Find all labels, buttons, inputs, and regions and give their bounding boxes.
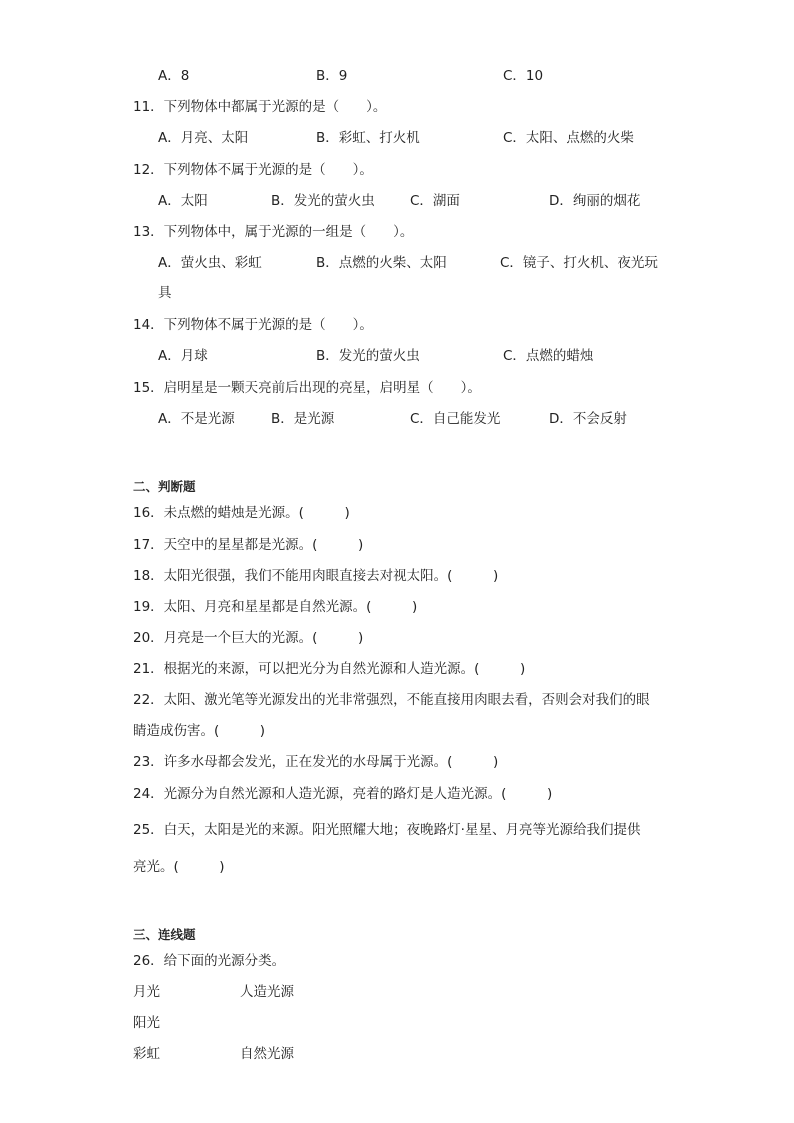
q12-option-c: C．湖面 [410,193,460,209]
q14-stem: 14．下列物体不属于光源的是（ ）。 [133,317,373,333]
match-left-item: 月光 [133,984,160,1000]
match-left-item: 彩虹 [133,1046,160,1062]
q13-option-c-continued: 具 [158,285,172,301]
q13-option-b: B．点燃的火柴、太阳 [316,255,447,271]
q12-option-d: D．绚丽的烟花 [549,193,641,209]
q13-stem: 13．下列物体中，属于光源的一组是（ ）。 [133,224,414,240]
q14-option-c: C．点燃的蜡烛 [503,348,594,364]
q12-option-b: B．发光的萤火虫 [271,193,375,209]
q11-option-b: B．彩虹、打火机 [316,130,420,146]
question-26-stem: 26．给下面的光源分类。 [133,953,286,969]
question-24: 24．光源分为自然光源和人造光源，亮着的路灯是人造光源。( ) [133,786,553,802]
q15-option-b: B．是光源 [271,411,335,427]
q12-stem: 12．下列物体不属于光源的是（ ）。 [133,162,373,178]
section-title-judge: 二、判断题 [133,479,196,494]
question-22-line1: 22．太阳、激光笔等光源发出的光非常强烈，不能直接用肉眼去看，否则会对我们的眼 [133,692,650,708]
section-title-matching: 三、连线题 [133,927,196,942]
question-20: 20．月亮是一个巨大的光源。( ) [133,630,364,646]
q15-option-c: C．自己能发光 [410,411,501,427]
question-16: 16．未点燃的蜡烛是光源。( ) [133,505,350,521]
q14-option-b: B．发光的萤火虫 [316,348,420,364]
question-25-line2: 亮光。( ) [133,859,225,875]
match-right-item: 自然光源 [240,1046,294,1062]
q14-option-a: A．月球 [158,348,208,364]
q12-option-a: A．太阳 [158,193,208,209]
question-19: 19．太阳、月亮和星星都是自然光源。( ) [133,599,418,615]
question-25-line1: 25．白天，太阳是光的来源。阳光照耀大地；夜晚路灯·星星、月亮等光源给我们提供 [133,822,641,838]
q15-stem: 15．启明星是一颗天亮前后出现的亮星，启明星（ ）。 [133,380,481,396]
question-22-line2: 睛造成伤害。( ) [133,723,266,739]
q10-option-b: B．9 [316,68,348,84]
question-23: 23．许多水母都会发光，正在发光的水母属于光源。( ) [133,754,499,770]
question-18: 18．太阳光很强，我们不能用肉眼直接去对视太阳。( ) [133,568,499,584]
q15-option-d: D．不会反射 [549,411,627,427]
q11-stem: 11．下列物体中都属于光源的是（ ）。 [133,99,387,115]
q10-option-c: C．10 [503,68,544,84]
q15-option-a: A．不是光源 [158,411,235,427]
q13-option-a: A．萤火虫、彩虹 [158,255,262,271]
q13-option-c: C．镜子、打火机、夜光玩 [500,255,658,271]
question-17: 17．天空中的星星都是光源。( ) [133,537,364,553]
match-left-item: 阳光 [133,1015,160,1031]
q11-option-c: C．太阳、点燃的火柴 [503,130,634,146]
match-right-item: 人造光源 [240,984,294,1000]
question-21: 21．根据光的来源，可以把光分为自然光源和人造光源。( ) [133,661,526,677]
q11-option-a: A．月亮、太阳 [158,130,249,146]
q10-option-a: A．8 [158,68,190,84]
